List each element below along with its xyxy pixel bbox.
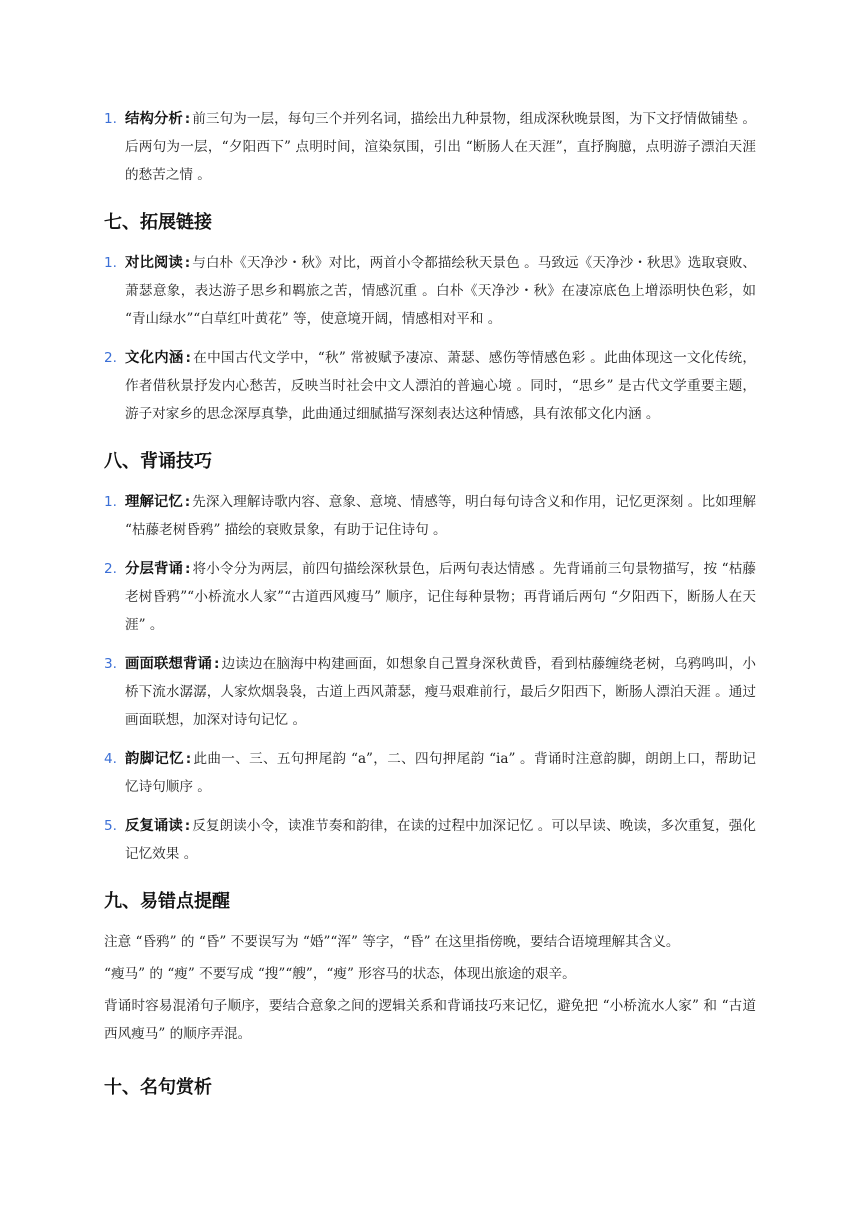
- list-number: 1.: [104, 494, 117, 510]
- expansion-list: [104, 249, 756, 428]
- list-number: 1.: [104, 255, 117, 271]
- list-text: 先深入理解诗歌内容、意象、意境、情感等，明白每句诗含义和作用，记忆更深刻 。比如理解 “枯藤老树昏鸦” 描绘的衰败景象，有助于记住诗句 。: [125, 494, 756, 538]
- list-number: 3.: [104, 656, 117, 672]
- list-number: 5.: [104, 818, 117, 834]
- list-term: 文化内涵: [125, 350, 184, 366]
- list-text: 反复朗读小令，读准节奏和韵律，在读的过程中加深记忆 。可以早读、晚读，多次重复，强化记忆效果 。: [125, 818, 756, 862]
- list-item: 2. 文化内涵 : 在中国古代文学中，“秋” 常被赋予凄凉、萧瑟、感伤等情感色彩 。此曲体现这一文化传统，作者借秋景抒发内心愁苦，反映当时社会中文人漂泊的普遍心境 。同时，“思乡” 是古代文学重要主题，游子对家乡的思念深厚真挚，此曲通过细腻描写深刻表达这种情感，具有浓郁文化内涵 。: [104, 344, 756, 428]
- list-term: 对比阅读: [125, 255, 183, 271]
- list-term: 结构分析: [125, 111, 183, 127]
- recitation-list: [104, 488, 756, 868]
- list-term: 理解记忆: [125, 494, 183, 510]
- list-item: 1. 结构分析 : 前三句为一层，每句三个并列名词，描绘出九种景物，组成深秋晚景图，为下文抒情做铺垫 。后两句为一层，“夕阳西下” 点明时间，渲染氛围，引出 “断肠人在天涯”，直抒胸臆，点明游子漂泊天涯的愁苦之情 。: [104, 105, 756, 189]
- list-item: 1. 对比阅读 : 与白朴《天净沙・秋》对比，两首小令都描绘秋天景色 。马致远《天净沙・秋思》选取衰败、萧瑟意象，表达游子思乡和羁旅之苦，情感沉重 。白朴《天净沙・秋》在凄凉底色上增添明快色彩，如 “青山绿水”“白草红叶黄花” 等，使意境开阔，情感相对平和 。: [104, 249, 756, 333]
- list-term: 分层背诵: [125, 561, 183, 577]
- section-heading-recitation: 八、背诵技巧: [104, 451, 212, 472]
- list-number: 1.: [104, 111, 117, 127]
- list-term: 反复诵读: [125, 818, 183, 834]
- section-heading-expansion: 七、拓展链接: [104, 212, 212, 233]
- list-item: 4. 韵脚记忆 : 此曲一、三、五句押尾韵 “a”，二、四句押尾韵 “ia” 。背诵时注意韵脚，朗朗上口，帮助记忆诗句顺序 。: [104, 745, 756, 801]
- list-item: 2. 分层背诵 : 将小令分为两层，前四句描绘深秋景色，后两句表达情感 。先背诵前三句景物描写，按 “枯藤老树昏鸦”“小桥流水人家”“古道西风瘦马” 顺序，记住每种景物；再背诵后两句 “夕阳西下，断肠人在天涯” 。: [104, 555, 756, 639]
- document-content: [104, 105, 756, 1114]
- list-number: 4.: [104, 751, 117, 767]
- list-text: 前三句为一层，每句三个并列名词，描绘出九种景物，组成深秋晚景图，为下文抒情做铺垫 。后两句为一层，“夕阳西下” 点明时间，渲染氛围，引出 “断肠人在天涯”，直抒胸臆，点明游子漂泊天涯的愁苦之情 。: [125, 111, 756, 183]
- paragraph: “瘦马” 的 “瘦” 不要写成 “搜”“艘”，“瘦” 形容马的状态，体现出旅途的艰辛。: [104, 966, 576, 982]
- structure-list: [104, 105, 756, 189]
- list-text: 在中国古代文学中，“秋” 常被赋予凄凉、萧瑟、感伤等情感色彩 。此曲体现这一文化传统，作者借秋景抒发内心愁苦，反映当时社会中文人漂泊的普遍心境 。同时，“思乡” 是古代文学重要主题，游子对家乡的思念深厚真挚，此曲通过细腻描写深刻表达这种情感，具有浓郁文化内涵 。: [125, 350, 756, 422]
- list-text: 将小令分为两层，前四句描绘深秋景色，后两句表达情感 。先背诵前三句景物描写，按 “枯藤老树昏鸦”“小桥流水人家”“古道西风瘦马” 顺序，记住每种景物；再背诵后两句 “夕阳西下，断肠人在天涯” 。: [125, 561, 756, 633]
- list-item: 1. 理解记忆 : 先深入理解诗歌内容、意象、意境、情感等，明白每句诗含义和作用，记忆更深刻 。比如理解 “枯藤老树昏鸦” 描绘的衰败景象，有助于记住诗句 。: [104, 488, 756, 544]
- list-number: 2.: [104, 350, 117, 366]
- list-number: 2.: [104, 561, 117, 577]
- list-item: 3. 画面联想背诵 : 边读边在脑海中构建画面，如想象自己置身深秋黄昏，看到枯藤缠绕老树，乌鸦鸣叫，小桥下流水潺潺，人家炊烟袅袅，古道上西风萧瑟，瘦马艰难前行，最后夕阳西下，断肠人漂泊天涯 。通过画面联想，加深对诗句记忆 。: [104, 650, 756, 734]
- section-heading-famous-lines: 十、名句赏析: [104, 1077, 212, 1098]
- paragraph: 背诵时容易混淆句子顺序，要结合意象之间的逻辑关系和背诵技巧来记忆，避免把 “小桥流水人家” 和 “古道西风瘦马” 的顺序弄混。: [104, 998, 756, 1042]
- paragraph: 注意 “昏鸦” 的 “昏” 不要误写为 “婚”“浑” 等字，“昏” 在这里指傍晚，要结合语境理解其含义。: [104, 934, 680, 950]
- list-item: 5. 反复诵读 : 反复朗读小令，读准节奏和韵律，在读的过程中加深记忆 。可以早读、晚读，多次重复，强化记忆效果 。: [104, 812, 756, 868]
- list-text: 边读边在脑海中构建画面，如想象自己置身深秋黄昏，看到枯藤缠绕老树，乌鸦鸣叫，小桥下流水潺潺，人家炊烟袅袅，古道上西风萧瑟，瘦马艰难前行，最后夕阳西下，断肠人漂泊天涯 。通过画面联想，加深对诗句记忆 。: [125, 656, 756, 728]
- section-heading-common-mistakes: 九、易错点提醒: [104, 891, 230, 912]
- list-text: 此曲一、三、五句押尾韵 “a”，二、四句押尾韵 “ia” 。背诵时注意韵脚，朗朗上口，帮助记忆诗句顺序 。: [125, 751, 756, 795]
- list-text: 与白朴《天净沙・秋》对比，两首小令都描绘秋天景色 。马致远《天净沙・秋思》选取衰败、萧瑟意象，表达游子思乡和羁旅之苦，情感沉重 。白朴《天净沙・秋》在凄凉底色上增添明快色彩，如 “青山绿水”“白草红叶黄花” 等，使意境开阔，情感相对平和 。: [125, 255, 756, 327]
- list-term: 画面联想背诵: [125, 656, 213, 672]
- list-term: 韵脚记忆: [125, 751, 184, 767]
